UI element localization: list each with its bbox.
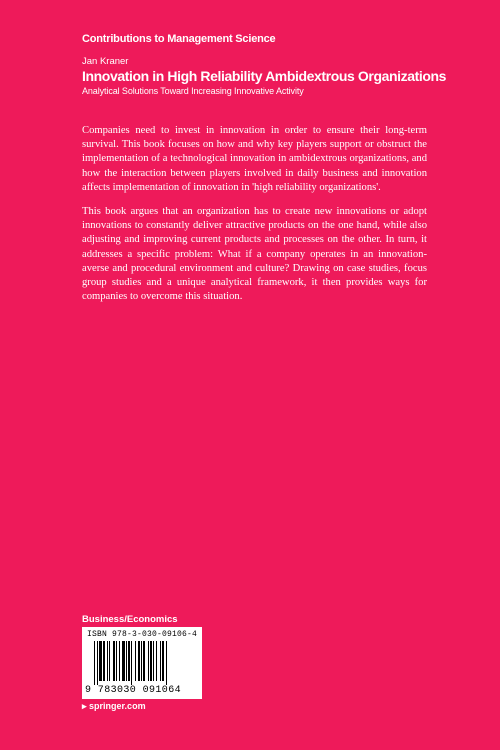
isbn-label: ISBN 978-3-030-09106-4: [87, 630, 198, 639]
book-subtitle: Analytical Solutions Toward Increasing Innovative Activity: [82, 86, 304, 96]
blurb-paragraph-1: Companies need to invest in innovation in order to ensure their long-term survival. This book focuses on how and why key players support or obstruct the implementation of a technological innovation in ambidextrous organizations, and how the interaction between players involved in daily business and innovation affects implementation of innovation in 'high reliability organizations'.: [82, 125, 427, 193]
blurb: [82, 124, 427, 314]
blurb-paragraph-2: This book argues that an organization has to create new innovations or adopt innovations to constantly deliver attractive products on the one hand, while also adjusting and improving current products and processes on the other. In turn, it addresses a specific problem: What if a company operates in an innovation-averse and procedural environment and culture? Drawing on case studies, focus group studies and a unique analytical framework, it then provides ways for companies to overcome this situation.: [82, 206, 427, 303]
publisher-link-text: springer.com: [89, 701, 146, 711]
book-title: Innovation in High Reliability Ambidextrous Organizations: [82, 68, 447, 84]
barcode-icon: [94, 641, 194, 685]
publisher-link[interactable]: [82, 701, 146, 712]
barcode-digits: 9 783030 091064: [85, 685, 182, 696]
author-name: Jan Kraner: [82, 56, 129, 67]
barcode-box: [82, 627, 202, 699]
category-label: Business/Economics: [82, 614, 178, 625]
series-name: Contributions to Management Science: [82, 33, 276, 45]
arrow-right-icon: ▸: [82, 701, 87, 711]
